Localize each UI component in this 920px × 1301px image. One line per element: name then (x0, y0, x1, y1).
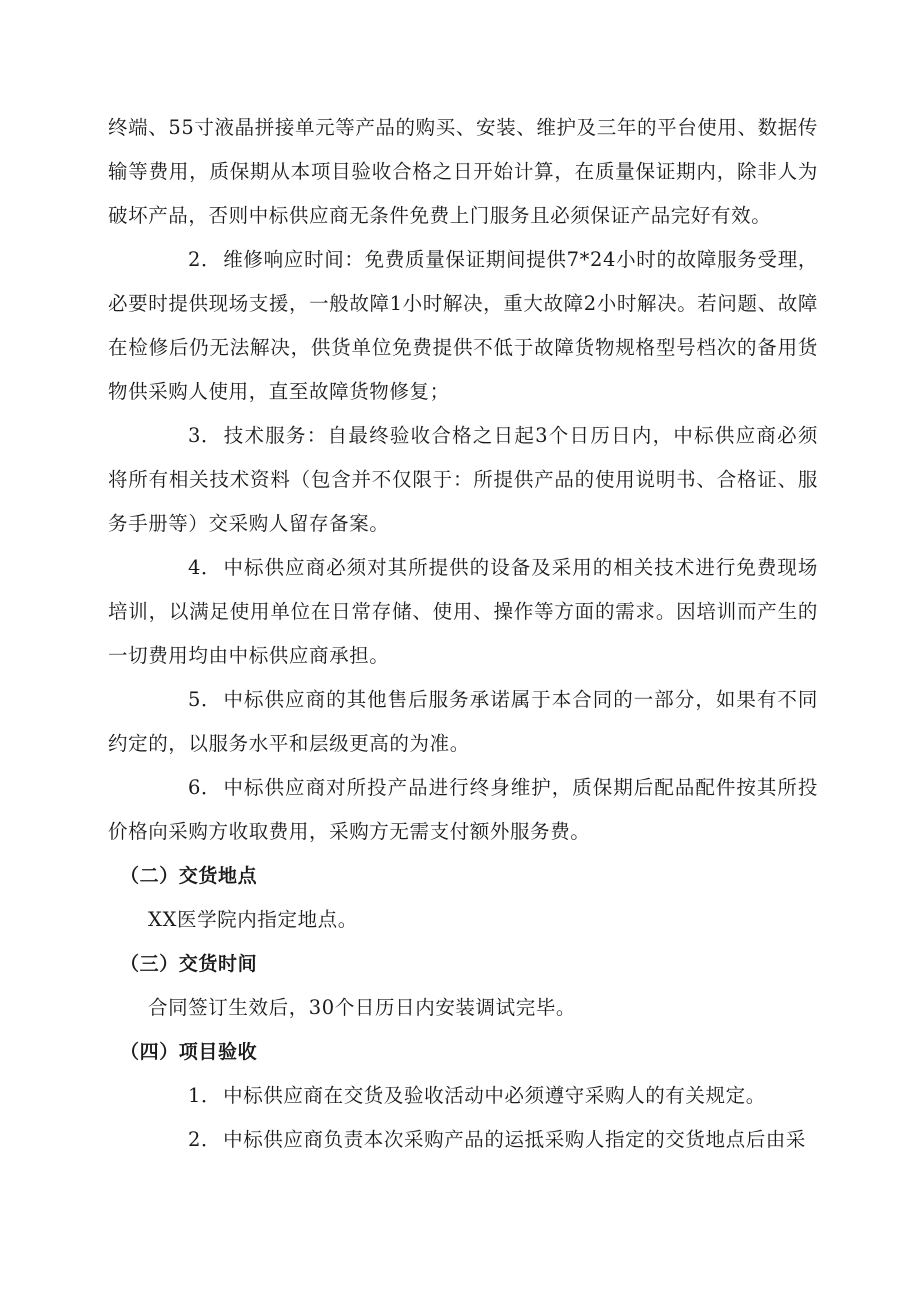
list-item-text: 中标供应商对所投产品进行终身维护，质保期后配品配件按其所投价格向采购方收取费用，采购方无需支付额外服务费。 (108, 776, 818, 843)
list-item-number: 4． (188, 556, 222, 579)
section-heading-delivery-time: （三）交货时间 (120, 953, 258, 975)
list-item-text: 维修响应时间：免费质量保证期间提供7*24小时的故障服务受理，必要时提供现场支援，一般故障1小时解决，重大故障2小时解决。若问题、故障在检修后仍无法解决，供货单位免费提供不低于故障货物规格型号档次的备用货物供采购人使用，直至故障货物修复； (108, 248, 818, 403)
paragraph-continuation: 终端、55寸液晶拼接单元等产品的购买、安装、维护及三年的平台使用、数据传输等费用，质保期从本项目验收合格之日开始计算，在质量保证期内，除非人为破坏产品，否则中标供应商无条件免费上门服务且必须保证产品完好有效。 (108, 116, 818, 227)
list-item-text: 中标供应商必须对其所提供的设备及采用的相关技术进行免费现场培训，以满足使用单位在日常存储、使用、操作等方面的需求。因培训而产生的一切费用均由中标供应商承担。 (108, 556, 818, 667)
list-item-number: 2． (188, 1128, 222, 1151)
list-item-2-repair-response (108, 238, 818, 414)
list-item-text: 中标供应商的其他售后服务承诺属于本合同的一部分，如果有不同约定的，以服务水平和层级更高的为准。 (108, 688, 818, 755)
list-item-text: 技术服务：自最终验收合格之日起3个日历日内，中标供应商必须将所有相关技术资料（包含并不仅限于：所提供产品的使用说明书、合格证、服务手册等）交采购人留存备案。 (108, 424, 818, 535)
list-item-4-training (108, 546, 818, 678)
section-heading-project-acceptance: （四）项目验收 (120, 1041, 258, 1063)
list-item-number: 6． (188, 776, 222, 799)
list-item-6-maintenance (108, 766, 818, 854)
section-heading-delivery-location: （二）交货地点 (120, 865, 258, 887)
list-item-text: 中标供应商负责本次采购产品的运抵采购人指定的交货地点后由采 (223, 1128, 807, 1151)
delivery-time-text: 合同签订生效后，30个日历日内安装调试完毕。 (148, 996, 577, 1019)
acceptance-item-1 (108, 1074, 818, 1118)
document-body (108, 106, 818, 1162)
list-item-5-service-commitment (108, 678, 818, 766)
list-item-number: 2． (188, 248, 222, 271)
list-item-number: 5． (188, 688, 222, 711)
acceptance-item-2 (108, 1118, 818, 1162)
list-item-text: 中标供应商在交货及验收活动中必须遵守采购人的有关规定。 (223, 1084, 766, 1107)
list-item-number: 1． (188, 1084, 222, 1107)
delivery-location-text: XX医学院内指定地点。 (148, 908, 358, 931)
list-item-number: 3． (188, 424, 222, 447)
list-item-3-technical-service (108, 414, 818, 546)
